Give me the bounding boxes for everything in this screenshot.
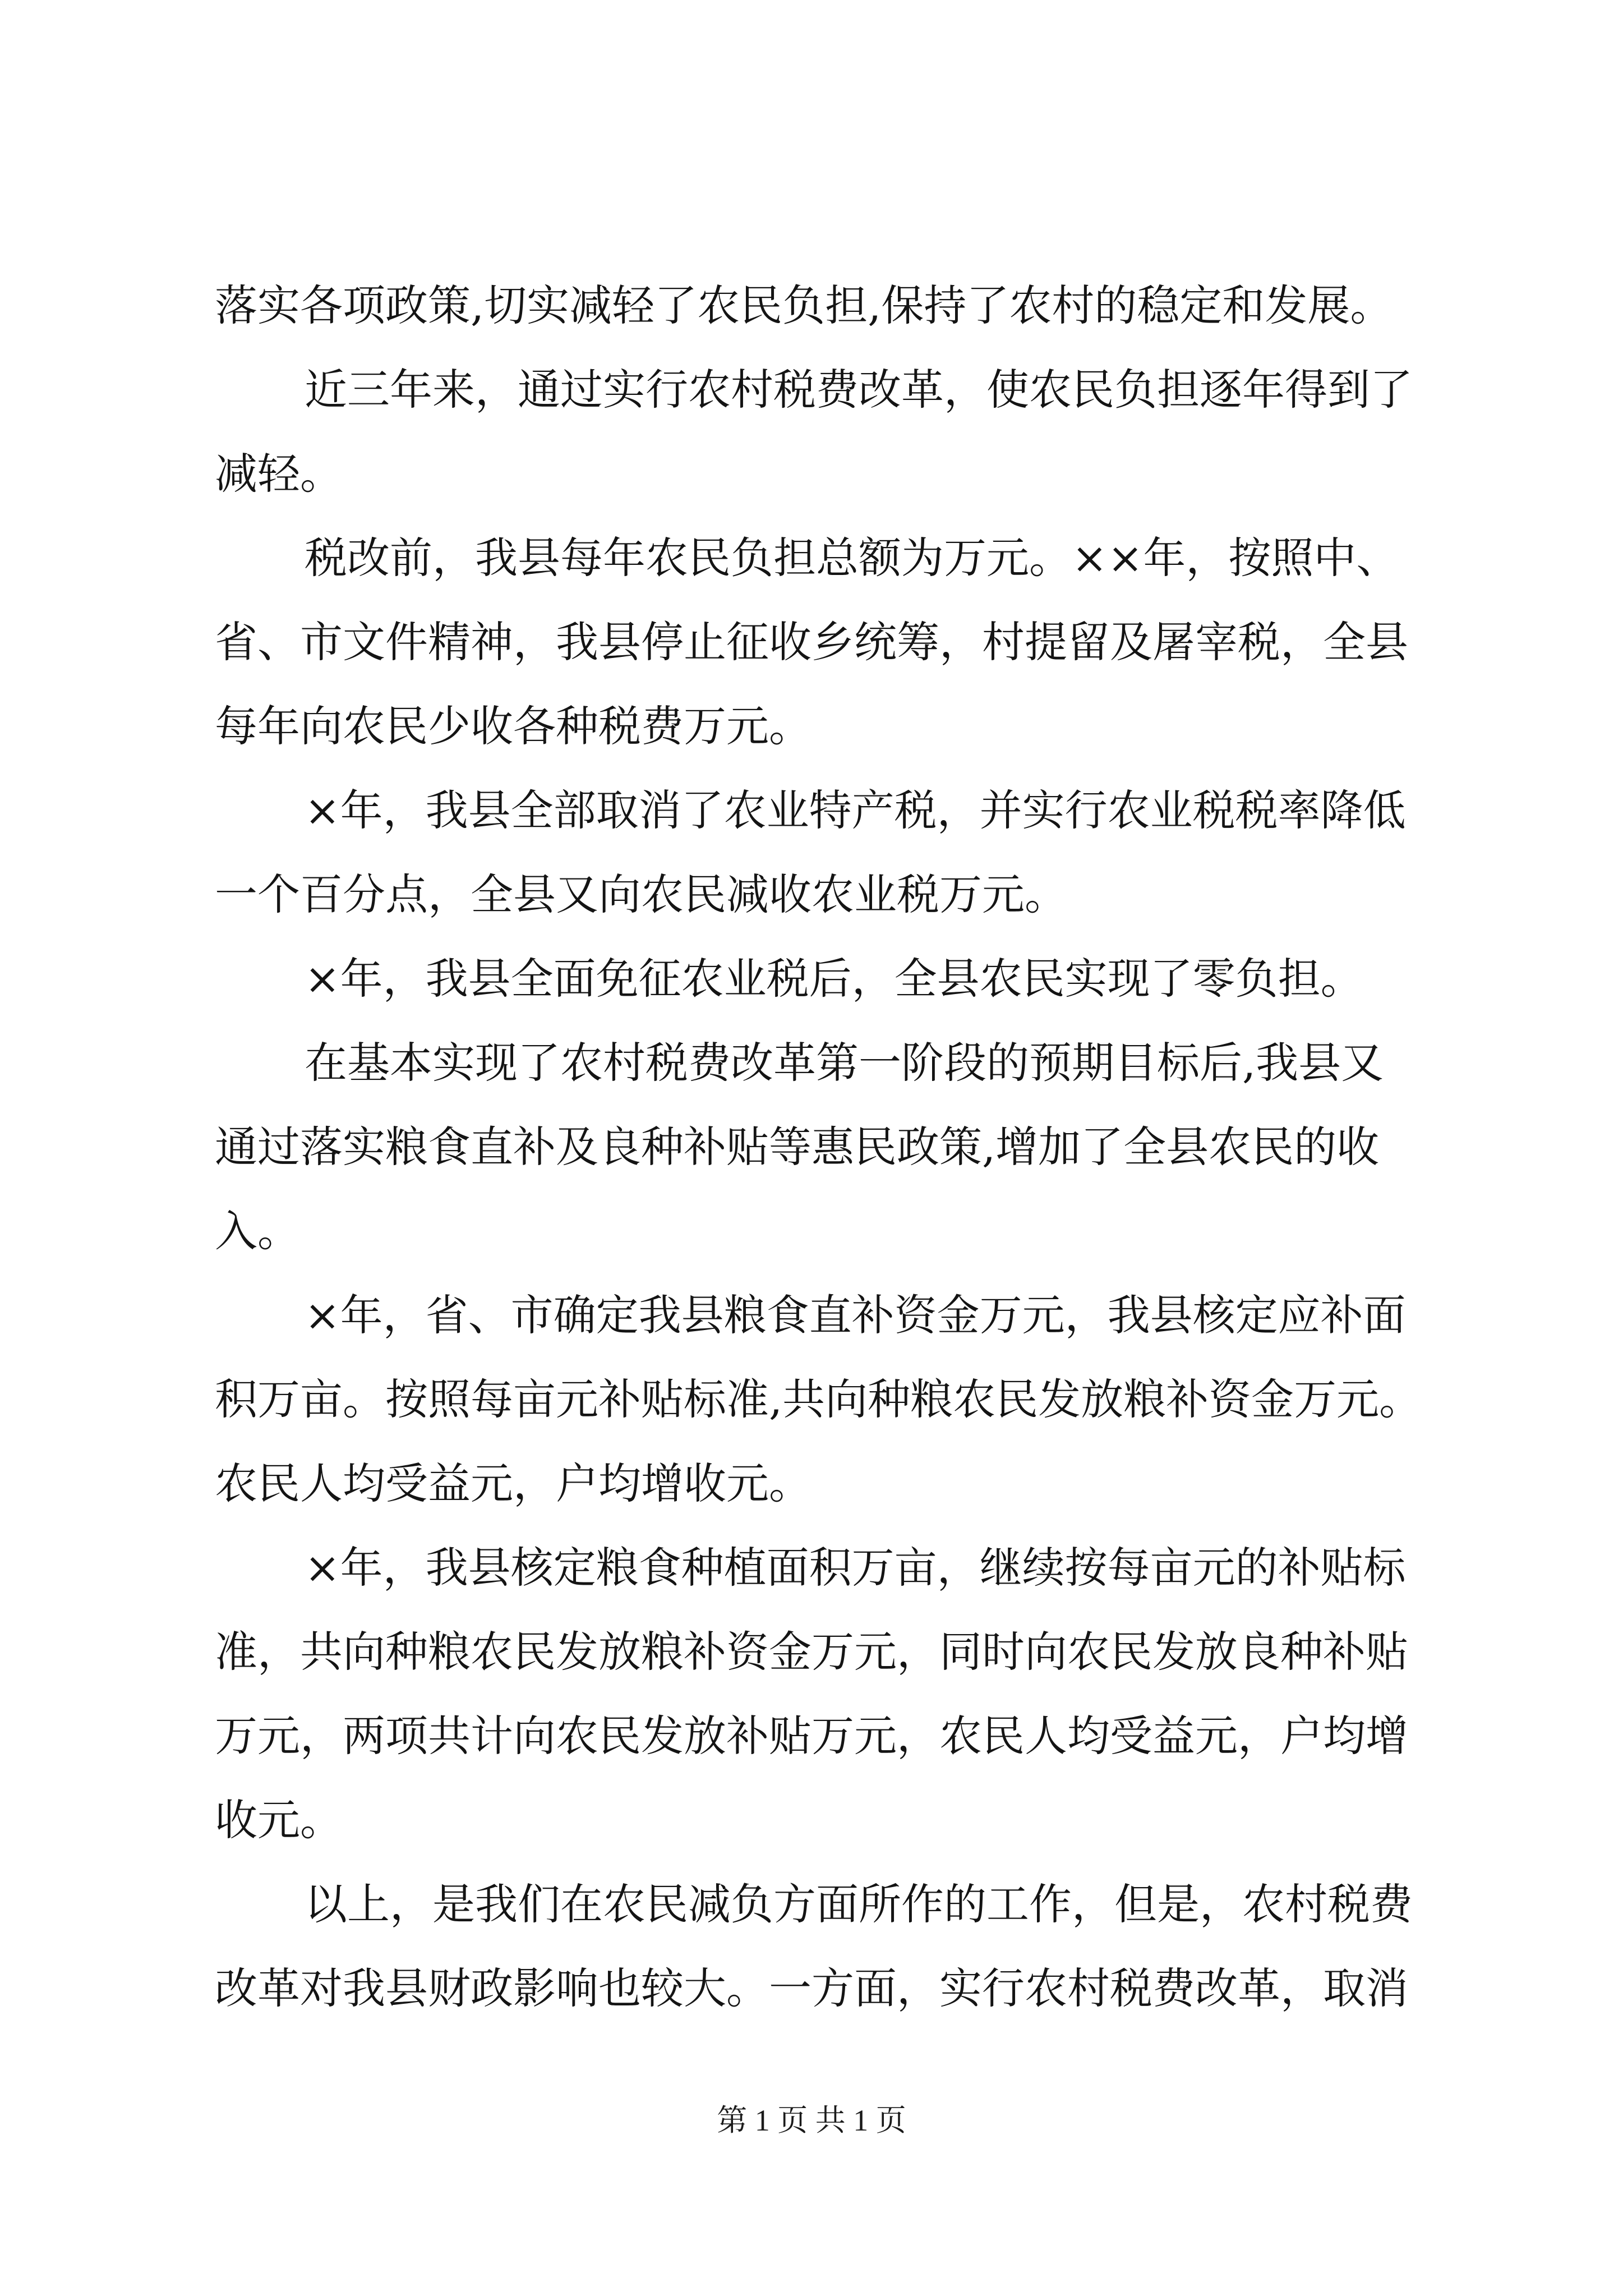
text-line: 改革对我县财政影响也较大。一方面，实行农村税费改革，取消 bbox=[215, 1963, 1408, 2013]
text-line: 以上，是我们在农民减负方面所作的工作，但是，农村税费 bbox=[305, 1879, 1413, 1929]
text-line: ×年，我县全面免征农业税后，全县农民实现了零负担。 bbox=[305, 954, 1363, 1004]
text-line: 农民人均受益元，户均增收元。 bbox=[215, 1458, 811, 1508]
text-line: 入。 bbox=[215, 1206, 300, 1256]
text-line: 落实各项政策,切实减轻了农民负担,保持了农村的稳定和发展。 bbox=[215, 280, 1393, 330]
text-line: 税改前，我县每年农民负担总额为万元。××年，按照中、 bbox=[305, 533, 1399, 583]
page-number: 第 1 页 共 1 页 bbox=[717, 2104, 906, 2137]
text-line: 准，共向种粮农民发放粮补资金万元，同时向农民发放良种补贴 bbox=[215, 1627, 1408, 1677]
text-line: 近三年来，通过实行农村税费改革，使农民负担逐年得到了 bbox=[305, 365, 1413, 415]
page-footer bbox=[0, 2098, 1623, 2143]
text-line: 通过落实粮食直补及良种补贴等惠民政策,增加了全县农民的收 bbox=[215, 1122, 1380, 1172]
text-line: ×年，省、市确定我县粮食直补资金万元，我县核定应补面 bbox=[305, 1290, 1406, 1340]
text-line: ×年，我县全部取消了农业特产税，并实行农业税税率降低 bbox=[305, 785, 1406, 835]
text-line: 积万亩。按照每亩元补贴标准,共向种粮农民发放粮补资金万元。 bbox=[215, 1374, 1422, 1424]
text-line: 每年向农民少收各种税费万元。 bbox=[215, 701, 811, 751]
text-line: 减轻。 bbox=[215, 449, 343, 499]
text-line: 一个百分点，全县又向农民减收农业税万元。 bbox=[215, 869, 1067, 919]
text-line: ×年，我县核定粮食种植面积万亩，继续按每亩元的补贴标 bbox=[305, 1543, 1406, 1593]
text-line: 在基本实现了农村税费改革第一阶段的预期目标后,我县又 bbox=[305, 1038, 1384, 1088]
text-line: 收元。 bbox=[215, 1795, 343, 1845]
text-line: 省、市文件精神，我县停止征收乡统筹，村提留及屠宰税，全县 bbox=[215, 617, 1408, 667]
text-line: 万元，两项共计向农民发放补贴万元，农民人均受益元，户均增 bbox=[215, 1711, 1408, 1761]
